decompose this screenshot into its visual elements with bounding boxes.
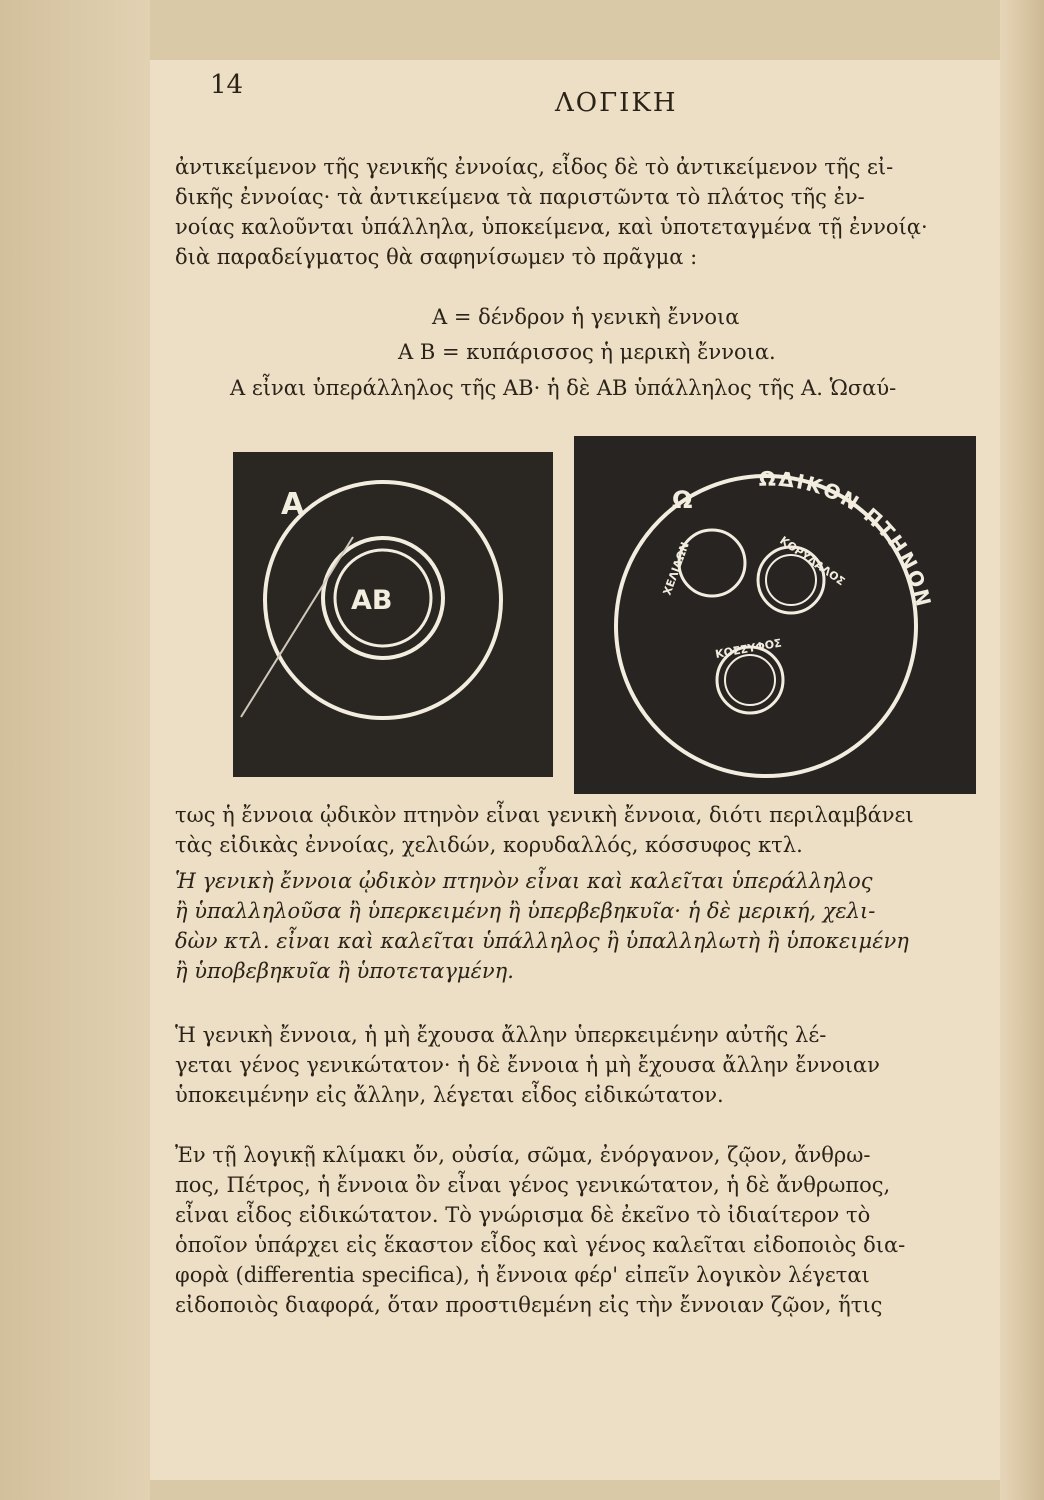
text-line: εἶναι εἶδος εἰδικώτατον. Τὸ γνώρισμα δὲ ἐκεῖνο τὸ ἰδιαίτερον τὸ: [175, 1203, 871, 1227]
text-line: τὰς εἰδικὰς ἐννοίας, χελιδών, κορυδαλλός, κόσσυφος κτλ.: [175, 833, 803, 857]
text-line: ἢ ὑπαλληλοῦσα ἢ ὑπερκειμένη ἢ ὑπερβεβηκυῖα· ἡ δὲ μερική, χελι-: [175, 899, 876, 923]
label-ab: ΑΒ: [351, 585, 393, 616]
figure-a-diagram: [233, 452, 553, 777]
text-line: Ἐν τῇ λογικῇ κλίμακι ὄν, οὐσία, σῶμα, ἐνόργανον, ζῷον, ἄνθρω-: [175, 1143, 871, 1167]
text-line: φορὰ (differentia specifica), ἡ ἔννοια φέρ' εἰπεῖν λογικὸν λέγεται: [175, 1263, 870, 1287]
page-edge: [1000, 0, 1044, 1500]
text-line: ἀντικείμενον τῆς γενικῆς ἐννοίας, εἶδος δὲ τὸ ἀντικείμενον τῆς εἰ-: [175, 155, 894, 179]
label-blackbird: ΚΟΣΣΥΦΟΣ: [714, 636, 783, 661]
paragraph-hyperallelos: [175, 866, 975, 986]
text-line: Ἡ γενικὴ ἔννοια, ἡ μὴ ἔχουσα ἄλλην ὑπερκειμένην αὐτῆς λέ-: [175, 1023, 827, 1047]
text-line: διὰ παραδείγματος θὰ σαφηνίσωμεν τὸ πρᾶγμα :: [175, 245, 698, 269]
text-line: ὑποκειμένην εἰς ἄλλην, λέγεται εἶδος εἰδικώτατον.: [175, 1083, 724, 1107]
figure-b-songbirds: [574, 436, 976, 794]
running-title: ΛΟΓΙΚΗ: [555, 88, 678, 118]
text-line: δικῆς ἐννοίας· τὰ ἀντικείμενα τὰ παριστῶντα τὸ πλάτος τῆς ἐν-: [175, 185, 865, 209]
label-a: Α: [281, 487, 305, 522]
paragraph-songbird: [175, 800, 975, 860]
scratch-line: [241, 537, 353, 717]
text-line: δὼν κτλ. εἶναι καὶ καλεῖται ὑπάλληλος ἢ ὑπαλληλωτὴ ἢ ὑποκειμένη: [175, 929, 909, 953]
page-gutter: [0, 0, 150, 1500]
label-omega: Ω: [672, 486, 693, 514]
circle-blackbird-inner: [725, 655, 775, 705]
page-number: 14: [210, 70, 244, 100]
equation-ab: Α Β = κυπάρισσος ἡ μερικὴ ἔννοια.: [398, 340, 776, 364]
label-lark: ΚΟΡΥΔΑΛΟΣ: [777, 533, 848, 589]
subordination-statement: Α εἶναι ὑπεράλληλος τῆς ΑΒ· ἡ δὲ ΑΒ ὑπάλληλος τῆς Α. Ὡσαύ-: [230, 376, 897, 400]
intro-paragraph: [175, 152, 975, 272]
text-line: Ἡ γενικὴ ἔννοια ᾠδικὸν πτηνὸν εἶναι καὶ καλεῖται ὑπεράλληλος: [175, 869, 873, 893]
paragraph-logical-ladder: [175, 1140, 975, 1320]
figure-a-genus-species: [233, 452, 553, 777]
text-line: πος, Πέτρος, ἡ ἔννοια ὂν εἶναι γένος γενικώτατον, ἡ δὲ ἄνθρωπος,: [175, 1173, 891, 1197]
paragraph-genus-species: [175, 1020, 975, 1110]
circle-swallow: [679, 530, 745, 596]
text-line: εἰδοποιὸς διαφορά, ὅταν προστιθεμένη εἰς τὴν ἔννοιαν ζῷον, ἥτις: [175, 1293, 883, 1317]
text-line: γεται γένος γενικώτατον· ἡ δὲ ἔννοια ἡ μὴ ἔχουσα ἄλλην ἔννοιαν: [175, 1053, 880, 1077]
label-songbird: ΩΔΙΚΟΝ ΠΤΗΝΟΝ: [758, 466, 937, 611]
label-swallow: ΧΕΛΙΔΩΝ: [660, 540, 692, 598]
text-line: ἢ ὑποβεβηκυῖα ἢ ὑποτεταγμένη.: [175, 959, 514, 983]
figure-b-diagram: [574, 436, 976, 794]
equation-a: Α = δένδρον ἡ γενικὴ ἔννοια: [432, 305, 740, 329]
text-line: ὁποῖον ὑπάρχει εἰς ἕκαστον εἶδος καὶ γένος καλεῖται εἰδοποιὸς δια-: [175, 1233, 906, 1257]
text-line: τως ἡ ἔννοια ᾠδικὸν πτηνὸν εἶναι γενικὴ ἔννοια, διότι περιλαμβάνει: [175, 803, 914, 827]
text-line: νοίας καλοῦνται ὑπάλληλα, ὑποκείμενα, καὶ ὑποτεταγμένα τῇ ἐννοίᾳ·: [175, 215, 928, 239]
